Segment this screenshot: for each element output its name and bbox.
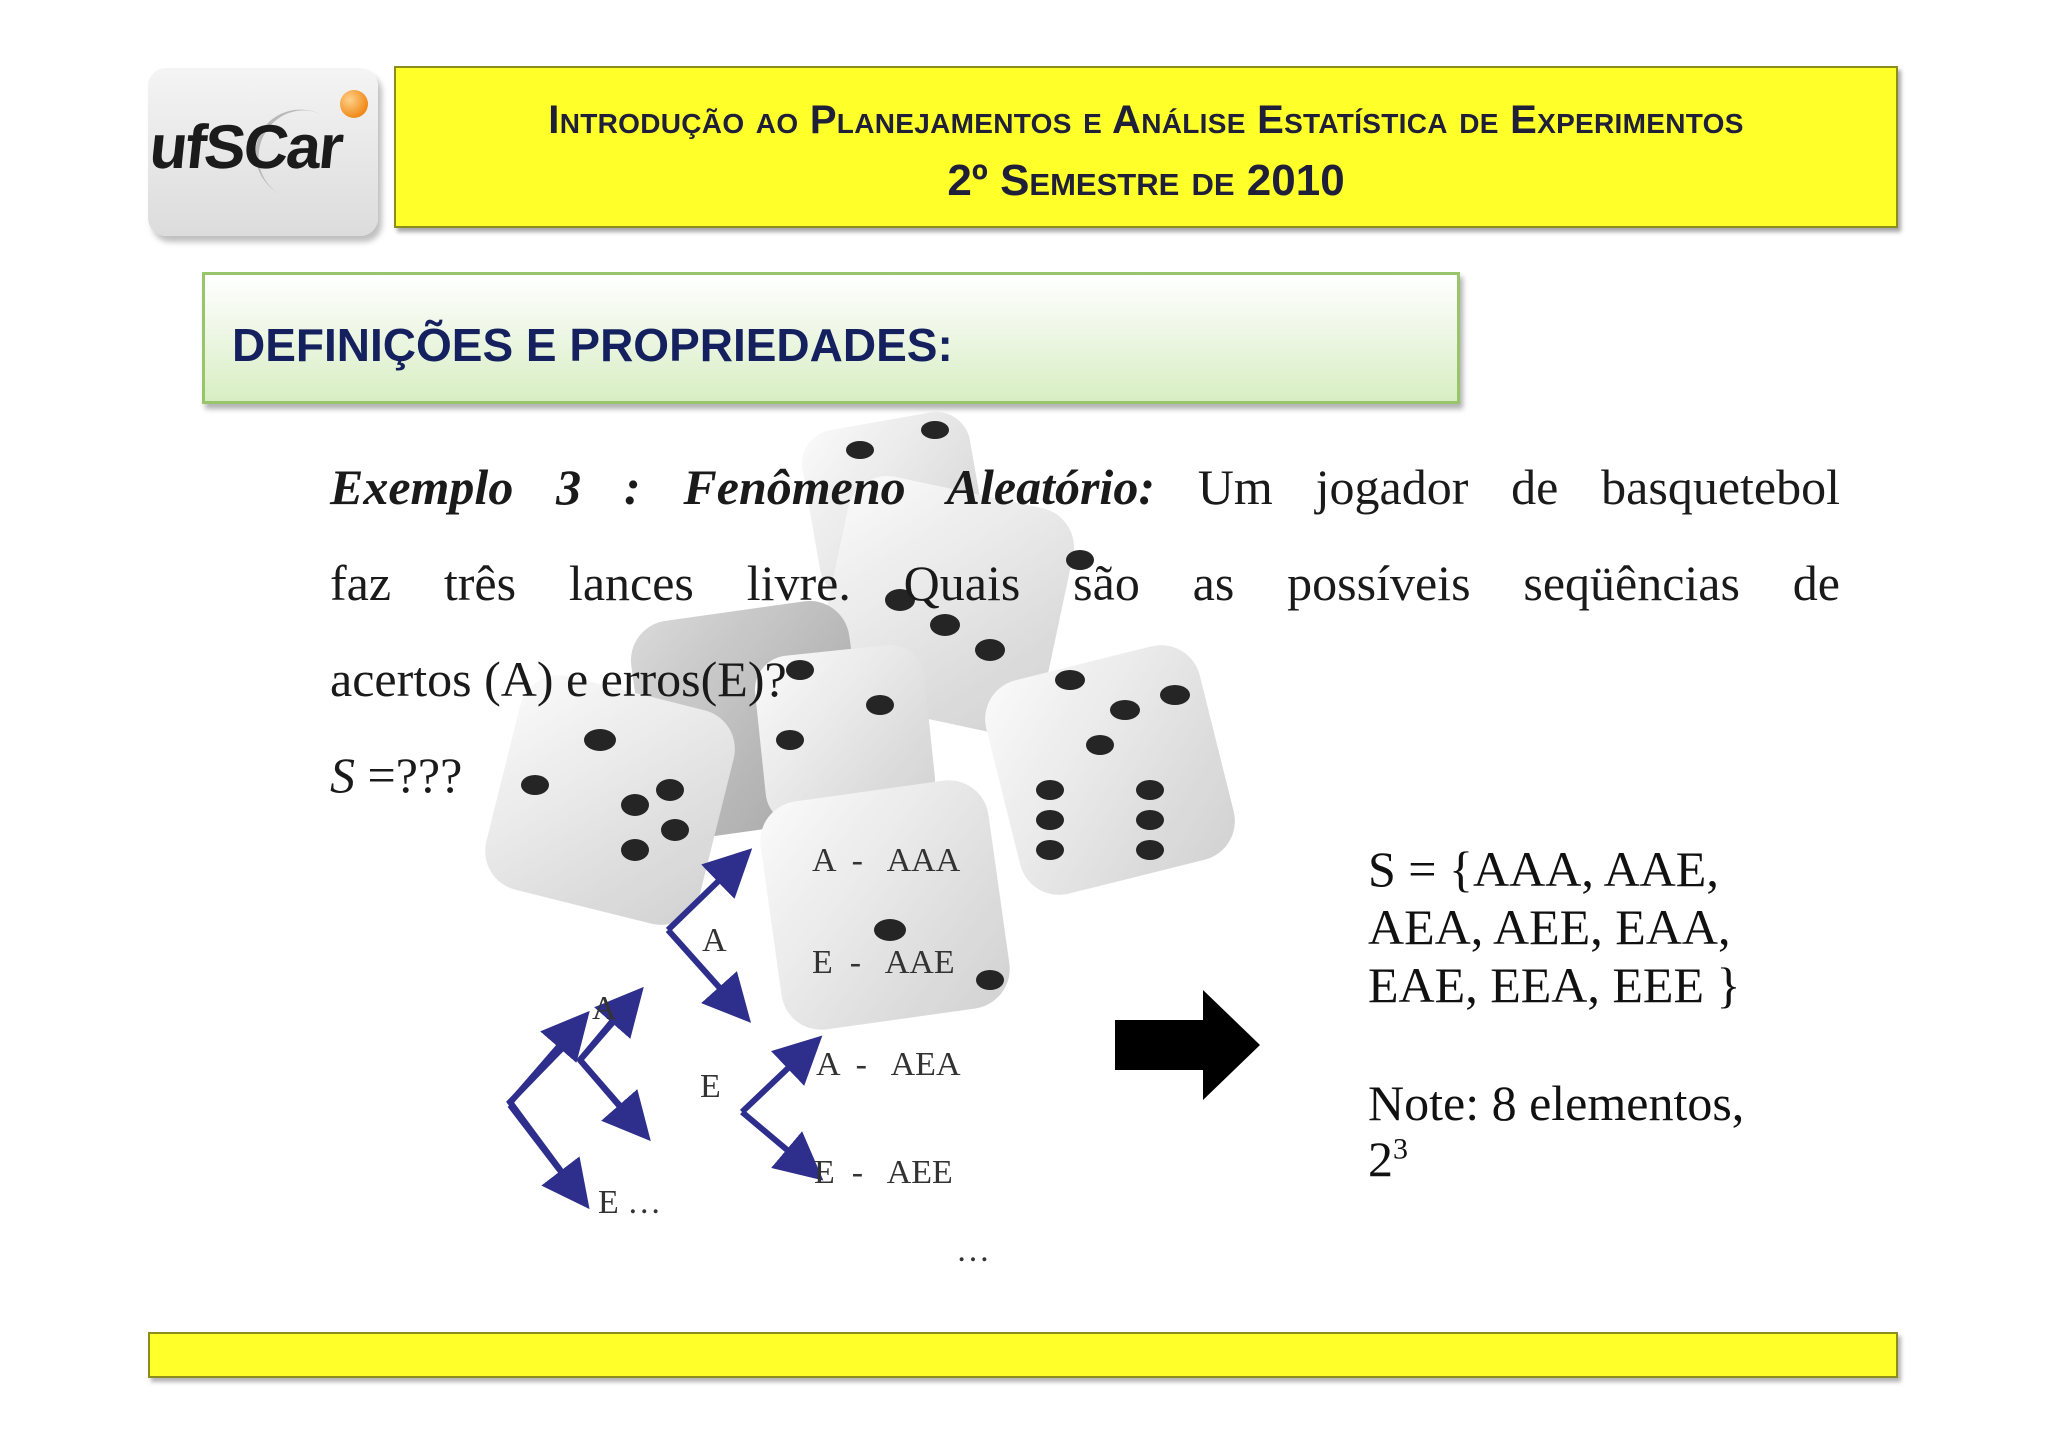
tree-more: … (956, 1232, 990, 1269)
example-line-1-text: Um jogador de basquetebol (1154, 459, 1840, 515)
tree-node-a: A (592, 990, 617, 1027)
sample-space-line-3: EAE, EEA, EEE } (1368, 957, 1741, 1013)
sample-space-line-1: S = {AAA, AAE, (1368, 841, 1719, 897)
example-line-1 (330, 458, 1840, 516)
power-base: 2 (1368, 1131, 1393, 1187)
course-title: Introdução ao Planejamentos e Análise Estatística de Experimentos (548, 98, 1744, 142)
s-question: =??? (355, 747, 463, 803)
tree-leaf-aea: A - AEA (816, 1046, 961, 1083)
power-expression (1368, 1130, 1408, 1188)
tree-leaf-aae: E - AAE (812, 944, 955, 981)
semester-label: 2º Semestre de 2010 (947, 156, 1345, 205)
power-exponent: 3 (1393, 1132, 1408, 1166)
s-symbol: S (330, 747, 355, 803)
note-text: Note: 8 elementos, (1368, 1075, 1745, 1131)
tree-node-e: E … (598, 1184, 662, 1221)
sample-space-question (330, 746, 462, 804)
logo-text: ufSCar (146, 113, 345, 182)
branch-a-e (580, 1060, 635, 1123)
branch-ae-e (742, 1112, 805, 1165)
sample-space-line-2: AEA, AEE, EAA, (1368, 899, 1731, 955)
header-banner (394, 66, 1898, 228)
tree-node-aa: A (702, 922, 727, 959)
section-title: DEFINIÇÕES E PROPRIEDADES: (232, 319, 953, 371)
example-label: Exemplo 3 : Fenômeno Aleatório: (330, 459, 1155, 515)
tree-node-ae: E (700, 1068, 721, 1105)
tree-leaf-aee: E - AEE (814, 1154, 953, 1191)
right-arrow-icon (1115, 990, 1260, 1100)
root-chevron (510, 1035, 575, 1190)
branch-ae-a (742, 1052, 805, 1112)
example-line-3: acertos (A) e erros(E)? (330, 651, 787, 707)
tree-leaf-aaa: A - AAA (812, 842, 961, 879)
footer-banner (148, 1332, 1898, 1378)
branch-aa-a (668, 865, 735, 930)
example-line-2: faz três lances livre. Quais são as possíveis seqüências de (330, 555, 1840, 611)
